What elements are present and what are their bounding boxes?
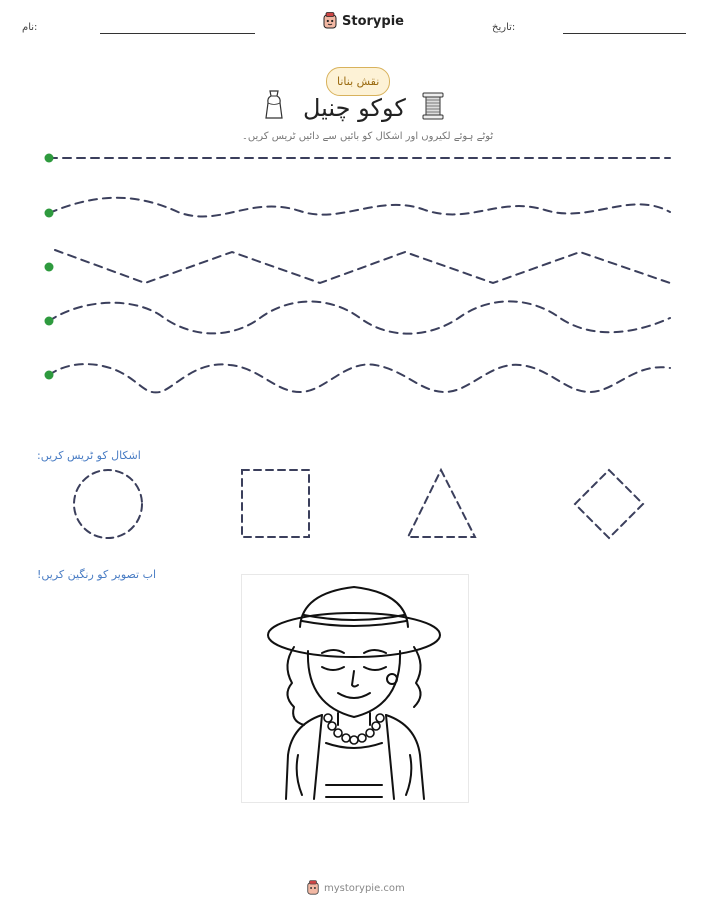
trace-square <box>242 470 309 537</box>
footer-site-link[interactable]: mystorypie.com <box>324 882 405 894</box>
date-label: تاریخ: <box>492 22 516 33</box>
coloring-picture[interactable] <box>241 574 469 803</box>
storypie-mascot-icon <box>306 880 320 896</box>
brand-name: Storypie <box>342 13 404 29</box>
color-section-label: اب تصویر کو رنگین کریں! <box>37 568 157 581</box>
trace-diamond <box>575 470 643 538</box>
woman-with-hat-icon <box>242 575 468 802</box>
instructions: ٹوٹے ہوئے لکیروں اور اشکال کو بائیں سے دائیں ٹریس کریں۔ <box>242 131 494 142</box>
shapes-section-label: اشکال کو ٹریس کریں: <box>37 449 141 462</box>
page-title: کوکو چنیل <box>303 94 406 122</box>
footer <box>306 880 405 896</box>
trace-circle <box>74 470 142 538</box>
name-label: نام: <box>22 22 38 33</box>
activity-badge: نقش بنانا <box>326 67 390 96</box>
trace-triangle <box>408 470 475 537</box>
